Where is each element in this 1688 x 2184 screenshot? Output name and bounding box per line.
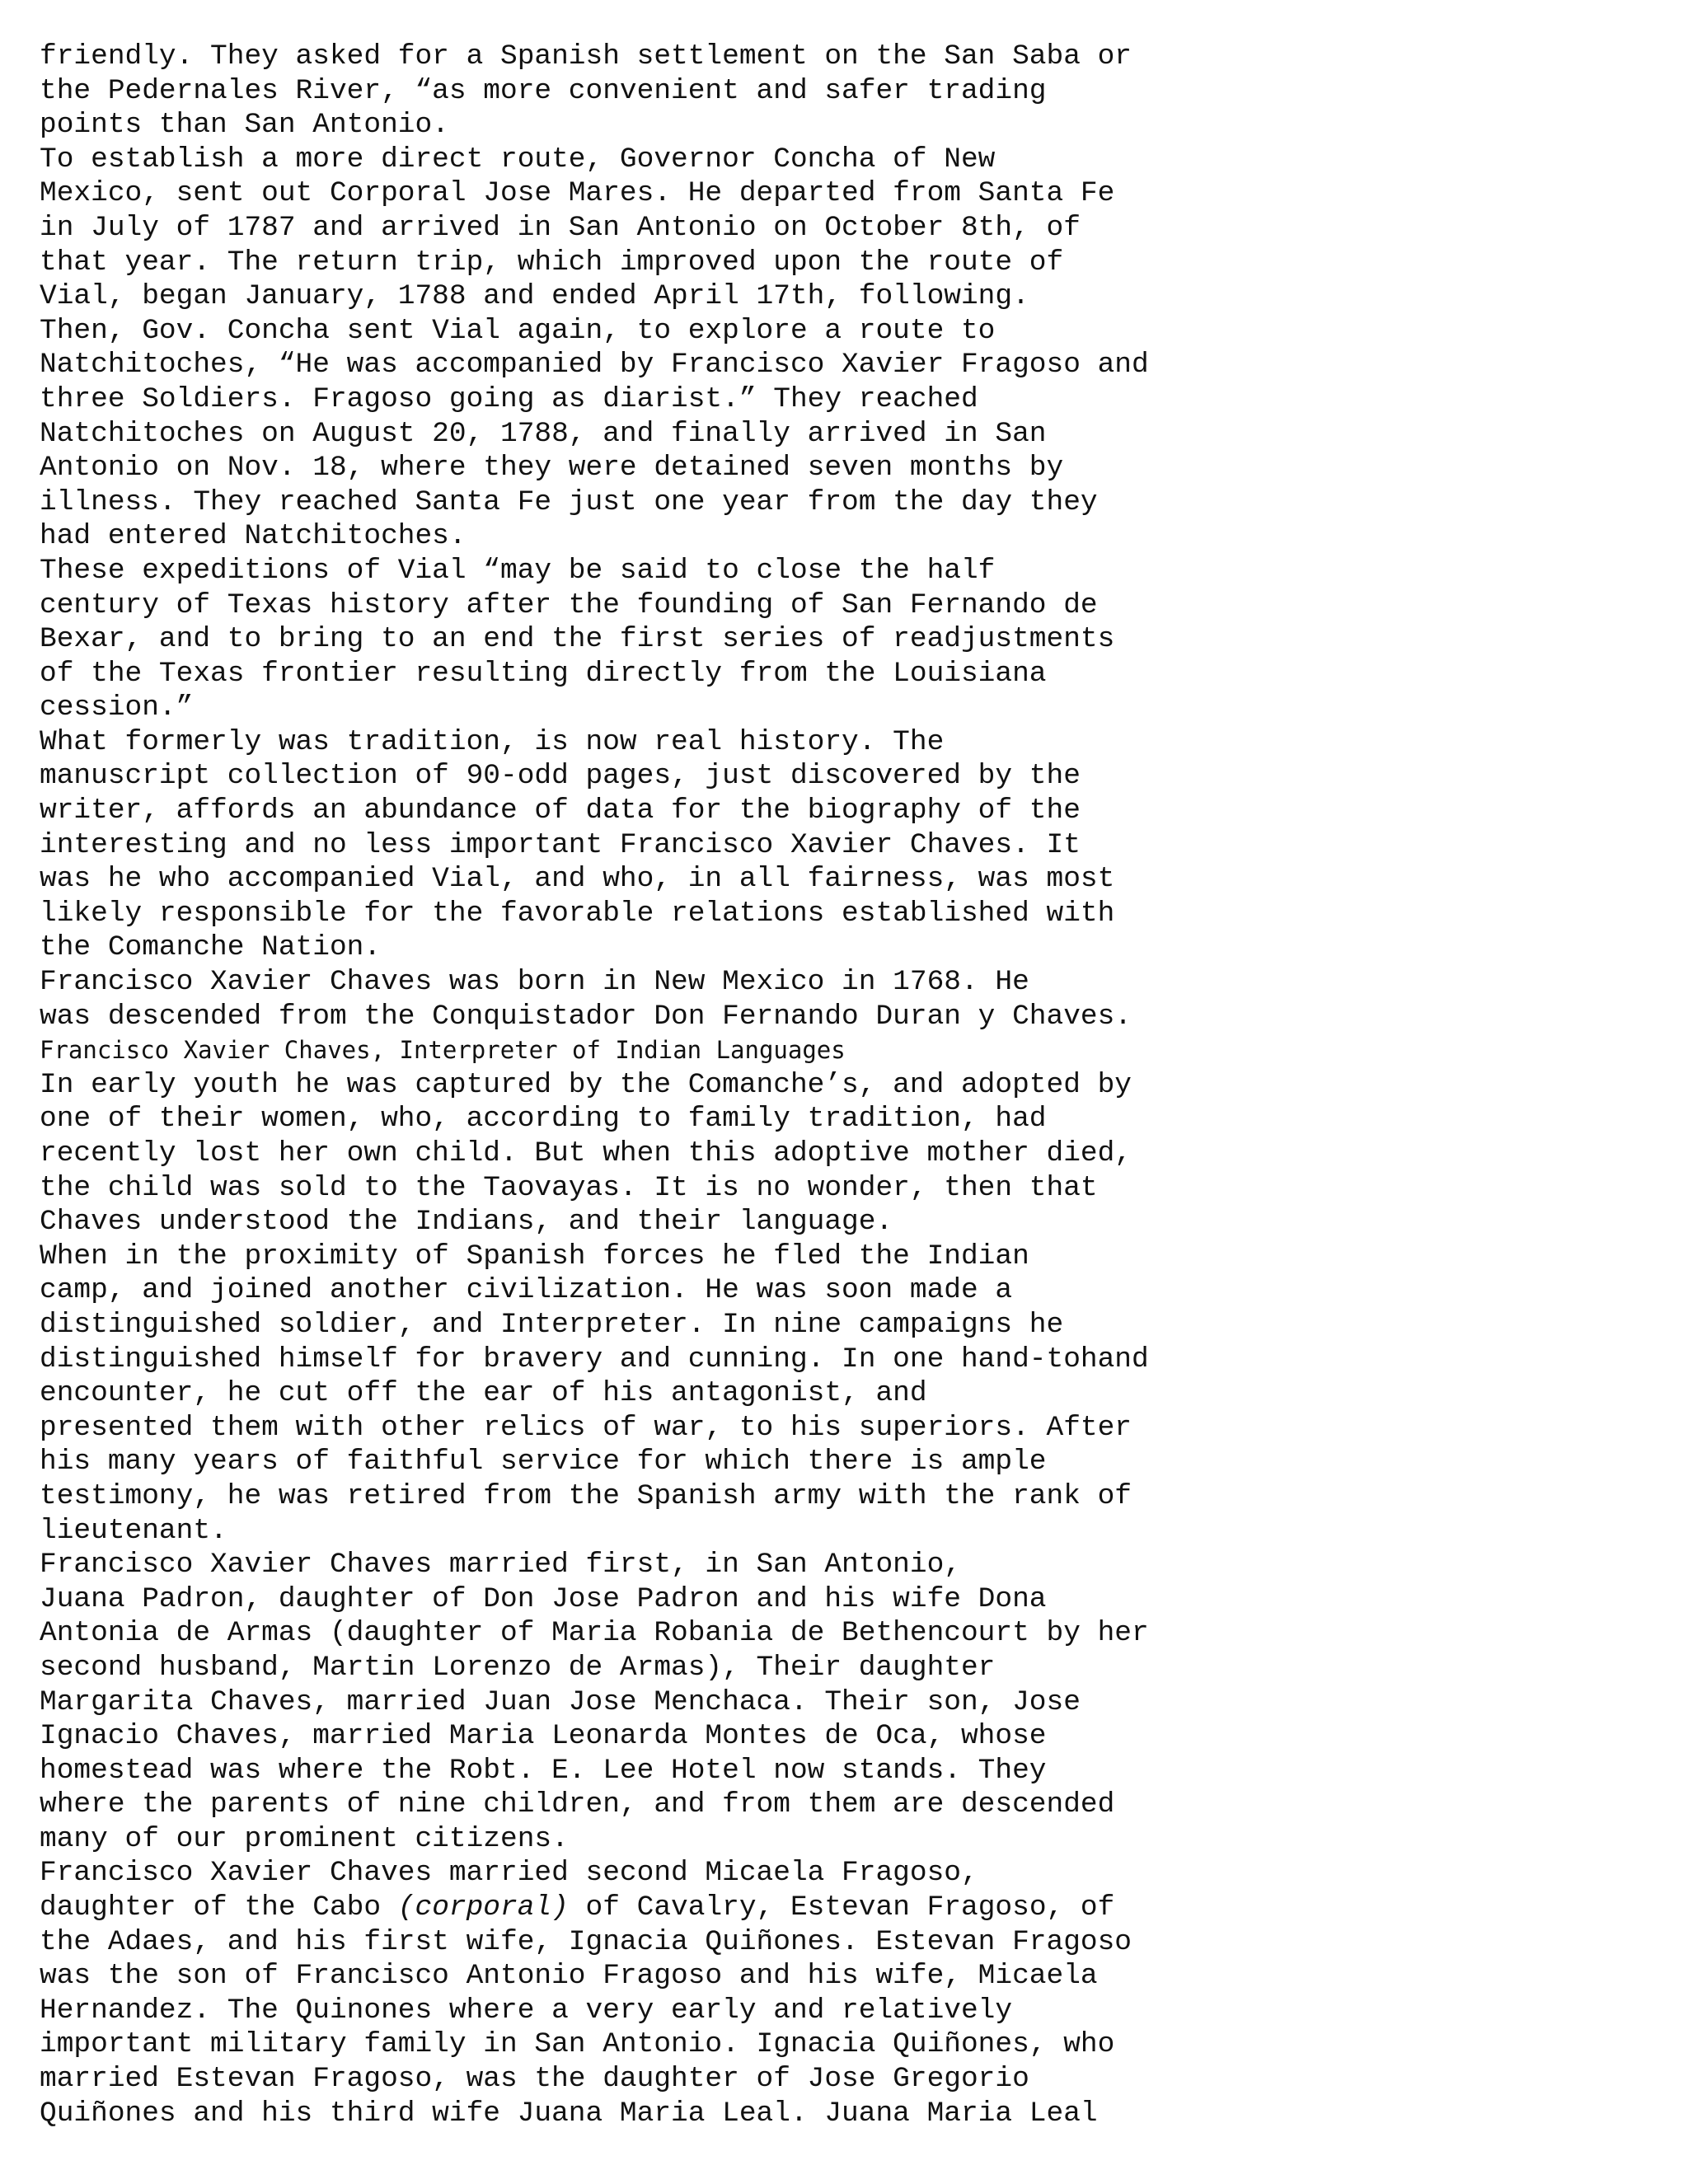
text-line: was descended from the Conquistador Don Fernando Duran y Chaves. [40,1000,1132,1033]
text-line: three Soldiers. Fragoso going as diarist.” They reached [40,382,978,415]
text-line: many of our prominent citizens. [40,1822,569,1855]
text-line: Natchitoches, “He was accompanied by Francisco Xavier Fragoso and [40,349,1149,382]
text-line: illness. They reached Santa Fe just one year from the day they [40,485,1098,518]
text-line-with-italic [40,1891,1655,1925]
text-line: one of their women, who, according to family tradition, had [40,1103,1047,1136]
text-line: likely responsible for the favorable relations established with [40,897,1115,930]
text-line: points than San Antonio. [40,109,449,142]
text-line: Antonia de Armas (daughter of Maria Robania de Bethencourt by her [40,1617,1149,1650]
text-line: second husband, Martin Lorenzo de Armas), Their daughter [40,1651,996,1684]
text-line: where the parents of nine children, and from them are descended [40,1788,1115,1821]
text-line: encounter, he cut off the ear of his antagonist, and [40,1377,927,1410]
text-line: was the son of Francisco Antonio Fragoso and his wife, Micaela [40,1960,1098,1993]
text-line: friendly. They asked for a Spanish settlement on the San Saba or [40,40,1132,73]
text-line: homestead was where the Robt. E. Lee Hotel now stands. They [40,1754,1047,1787]
italic-term: (corporal) [397,1891,569,1924]
text-line: the Adaes, and his first wife, Ignacia Quiñones. Estevan Fragoso [40,1925,1132,1958]
text-line: in July of 1787 and arrived in San Antonio on October 8th, of [40,211,1081,244]
text-line: that year. The return trip, which improved upon the route of [40,246,1064,279]
text-line: Hernandez. The Quinones where a very early and relatively [40,1994,1013,2027]
text-line: had entered Natchitoches. [40,520,467,553]
text-line: Francisco Xavier Chaves married second Micaela Fragoso, [40,1857,978,1890]
text-line: Quiñones and his third wife Juana Maria Leal. Juana Maria Leal [40,2097,1098,2130]
text-line: distinguished soldier, and Interpreter. In nine campaigns he [40,1308,1064,1341]
text-line: presented them with other relics of war, to his superiors. After [40,1411,1132,1444]
text-line: What formerly was tradition, is now real history. The [40,725,945,758]
text-line: Juana Padron, daughter of Don Jose Padron and his wife Dona [40,1582,1047,1615]
text-line: When in the proximity of Spanish forces he fled the Indian [40,1240,1029,1272]
text-line: interesting and no less important Francisco Xavier Chaves. It [40,828,1081,861]
text-line: Antonio on Nov. 18, where they were detained seven months by [40,452,1064,485]
text-line: camp, and joined another civilization. He was soon made a [40,1274,1013,1307]
text-line: the Comanche Nation. [40,931,382,964]
text-line: distinguished himself for bravery and cunning. In one hand-tohand [40,1343,1149,1376]
text-line: important military family in San Antonio. Ignacia Quiñones, who [40,2028,1115,2061]
text-line: Francisco Xavier Chaves was born in New Mexico in 1768. He [40,966,1029,999]
text-line: Chaves understood the Indians, and their language. [40,1206,893,1239]
text-line: Natchitoches on August 20, 1788, and finally arrived in San [40,417,1047,450]
text-line: was he who accompanied Vial, and who, in all fairness, was most [40,863,1115,896]
text-line: Vial, began January, 1788 and ended April 17th, following. [40,280,1029,313]
text-line: testimony, he was retired from the Spanish army with the rank of [40,1479,1132,1512]
text-line: To establish a more direct route, Governor Concha of New [40,143,996,176]
text-line: lieutenant. [40,1514,227,1547]
text-segment: of Cavalry, Estevan Fragoso, of [568,1891,1115,1924]
text-line: These expeditions of Vial “may be said to close the half [40,554,996,587]
text-line: writer, affords an abundance of data for the biography of the [40,794,1081,827]
text-line: Then, Gov. Concha sent Vial again, to explore a route to [40,314,996,347]
document-page [40,40,1655,2130]
text-line: Margarita Chaves, married Juan Jose Menchaca. Their son, Jose [40,1685,1081,1718]
text-line: his many years of faithful service for which there is ample [40,1446,1047,1479]
text-line: century of Texas history after the founding of San Fernando de [40,588,1098,621]
text-line: manuscript collection of 90-odd pages, just discovered by the [40,760,1081,793]
text-line: of the Texas frontier resulting directly from the Louisiana [40,657,1047,690]
text-line: recently lost her own child. But when this adoptive mother died, [40,1137,1132,1169]
text-line: married Estevan Fragoso, was the daughter of Jose Gregorio [40,2063,1029,2096]
text-line: the child was sold to the Taovayas. It is no wonder, then that [40,1171,1098,1204]
text-line: Mexico, sent out Corporal Jose Mares. He departed from Santa Fe [40,177,1115,210]
text-line: the Pedernales River, “as more convenient and safer trading [40,74,1047,107]
text-line: Ignacio Chaves, married Maria Leonarda Montes de Oca, whose [40,1720,1047,1753]
text-line: In early youth he was captured by the Comanche’s, and adopted by [40,1068,1132,1101]
text-line: cession.” [40,691,194,724]
section-heading: Francisco Xavier Chaves, Interpreter of Indian Languages [40,1036,846,1065]
text-line: Francisco Xavier Chaves married first, in San Antonio, [40,1549,961,1582]
text-segment: daughter of the Cabo [40,1891,398,1924]
text-line: Bexar, and to bring to an end the first series of readjustments [40,623,1115,656]
